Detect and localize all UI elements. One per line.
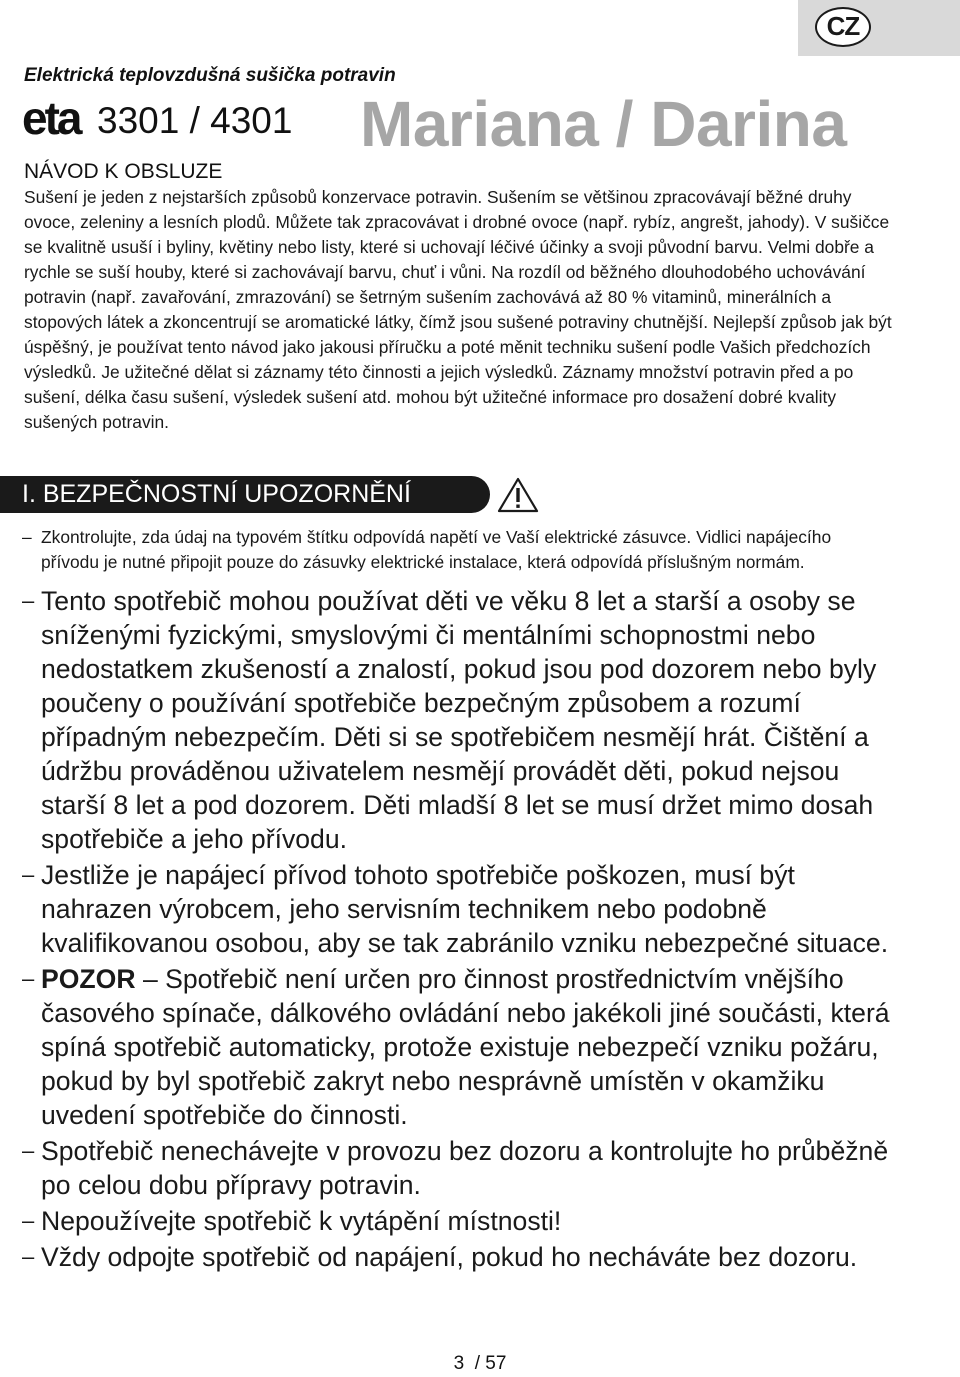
language-badge: CZ bbox=[815, 7, 871, 47]
list-dash: – bbox=[22, 1138, 35, 1163]
list-item bbox=[0, 1204, 900, 1238]
section-heading-safety: I. BEZPEČNOSTNÍ UPOZORNĚNÍ bbox=[0, 476, 490, 513]
warning-label: POZOR bbox=[41, 964, 136, 994]
product-subtitle: Elektrická teplovzdušná sušička potravin bbox=[24, 65, 396, 86]
list-item bbox=[0, 525, 870, 575]
list-item-text: Vždy odpojte spotřebič od napájení, pokud ho necháváte bez dozoru. bbox=[41, 1242, 858, 1272]
list-dash: – bbox=[22, 862, 35, 887]
list-item-text: Nepoužívejte spotřebič k vytápění místnosti! bbox=[41, 1206, 562, 1236]
list-item bbox=[0, 1134, 900, 1202]
model-numbers: 3301 / 4301 bbox=[97, 100, 293, 141]
warning-text: – Spotřebič není určen pro činnost prostřednictvím vnějšího časového spínače, dálkového ovládání nebo jakékoli jiné součásti, která spíná spotřebič automaticky, protože existuje nebezpečí vzniku požáru, pokud by byl spotřebič zakryt nebo nesprávně umístěn v okamžiku uvedení spotřebiče do činnosti. bbox=[41, 964, 890, 1130]
brand-logo: eta bbox=[22, 92, 80, 144]
list-dash: – bbox=[22, 527, 32, 547]
list-item-text: Tento spotřebič mohou používat děti ve věku 8 let a starší a osoby se sníženými fyzickými, smyslovými či mentálními schopnostmi nebo nedostatkem zkušeností a znalostí, pokud jsou pod dozorem nebo byly poučeny o používání spotřebiče bezpečným způsobem a rozumí případným nebezpečím. Děti si se spotřebičem nesmějí hrát. Čištění a údržbu prováděnou uživatelem nesmějí provádět děti, pokud nejsou starší 8 let a pod dozorem. Děti mladší 8 let se musí držet mimo dosah spotřebiče a jeho přívodu. bbox=[41, 586, 877, 854]
safety-rules-list bbox=[0, 525, 960, 1274]
list-item bbox=[0, 962, 900, 1132]
warning-triangle-icon bbox=[496, 476, 540, 514]
list-dash: – bbox=[22, 1208, 35, 1233]
list-item bbox=[0, 584, 900, 856]
page-number: 3 / 57 bbox=[453, 1353, 507, 1374]
model-names: Mariana / Darina bbox=[360, 88, 847, 160]
list-item bbox=[0, 858, 900, 960]
list-dash: – bbox=[22, 1244, 35, 1269]
list-dash: – bbox=[22, 588, 35, 613]
list-item bbox=[0, 1240, 900, 1274]
manual-heading: NÁVOD K OBSLUZE bbox=[24, 160, 223, 183]
list-item-text: Zkontrolujte, zda údaj na typovém štítku odpovídá napětí ve Vaší elektrické zásuvce. Vidlici napájecího přívodu je nutné připojit pouze do zásuvky elektrické instalace, která odpovídá příslušným normám. bbox=[41, 527, 832, 572]
list-dash: – bbox=[22, 966, 35, 991]
list-item-text bbox=[41, 962, 900, 1132]
list-item-text: Jestliže je napájecí přívod tohoto spotřebiče poškozen, musí být nahrazen výrobcem, jeho servisním technikem nebo podobně kvalifikovanou osobou, aby se tak zabránilo vzniku nebezpečné situace. bbox=[41, 860, 889, 958]
intro-paragraph: Sušení je jeden z nejstarších způsobů konzervace potravin. Sušením se většinou zpracovávají běžné druhy ovoce, zeleniny a lesních plodů. Můžete tak zpracovávat i drobné ovoce (např. rybíz, angrešt, jahody). V sušičce se kvalitně usuší i byliny, květiny nebo listy, které si uchovají léčivé účinky a svoji původní barvu. Velmi dobře a rychle se suší houby, které si zachovávají barvu, chuť i vůni. Na rozdíl od běžného dlouhodobého uchovávání potravin (např. zavařování, zmrazování) se šetrným sušením zachovává až 80 % vitaminů, minerálních a stopových látek a zkoncentrují se aromatické látky, čímž jsou sušené potraviny chutnější. Nejlepší způsob jak být úspěšný, je používat tento návod jako jakousi příručku a poté měnit techniku sušení podle Vašich předchozích výsledků. Je užitečné dělat si záznamy této činnosti a jejich výsledků. Záznamy množství potravin před a po sušení, délka času sušení, výsledek sušení atd. mohou být užitečné informace pro dosažení dobré kvality sušených potravin. bbox=[24, 187, 892, 432]
list-item-text: Spotřebič nenechávejte v provozu bez dozoru a kontrolujte ho průběžně po celou dobu přípravy potravin. bbox=[41, 1136, 889, 1200]
